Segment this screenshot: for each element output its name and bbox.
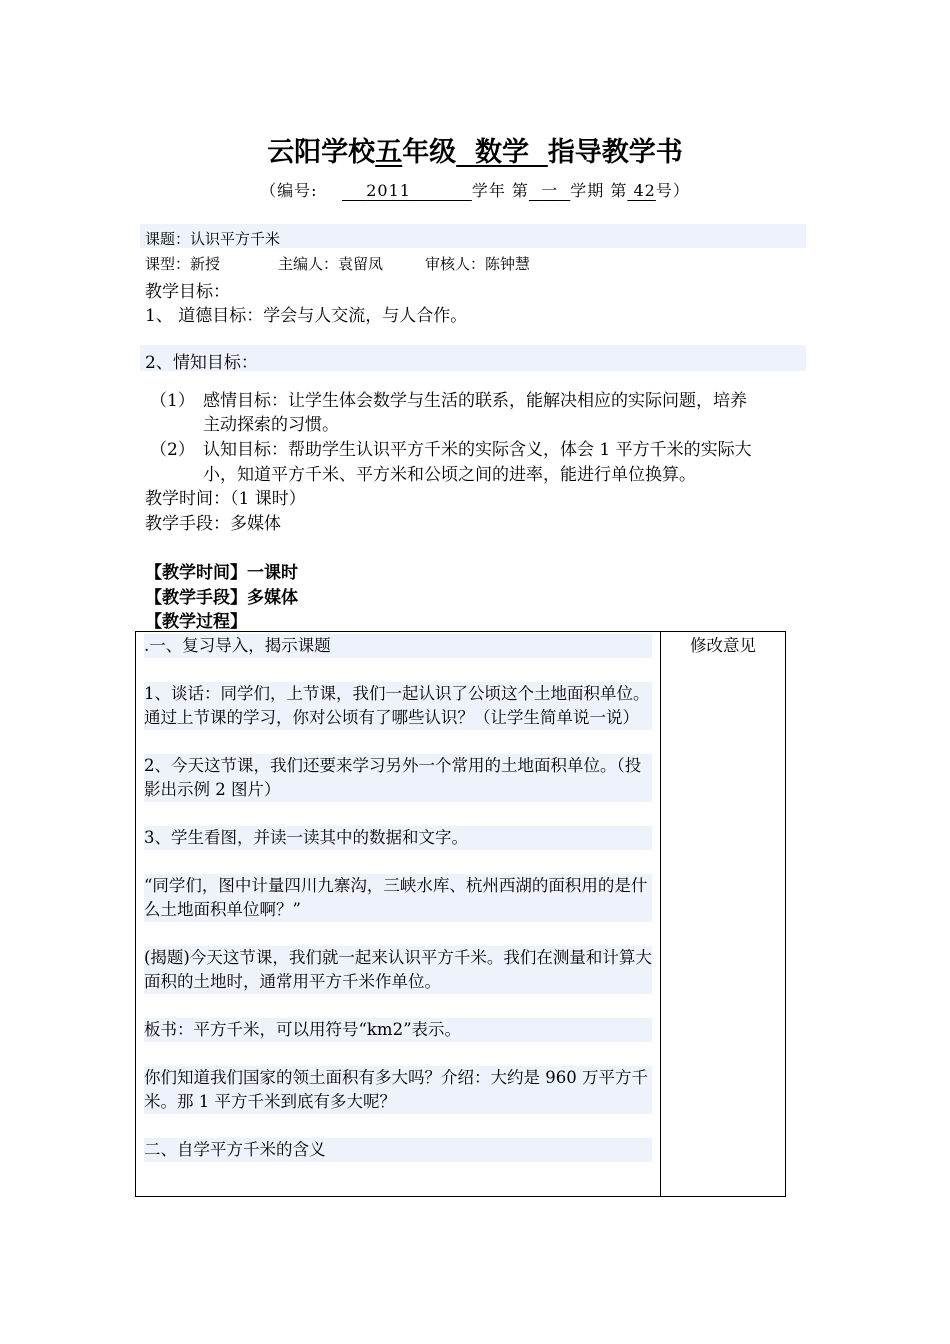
process-paragraph: .一、复习导入，揭示课题 [144, 634, 652, 658]
sub-year-suffix: 学年 第 [471, 181, 529, 200]
process-paragraph: 二、自学平方千米的含义 [144, 1138, 652, 1162]
teaching-time: 教学时间：（1 课时） [145, 489, 306, 509]
goal-item2-line1: 认知目标：帮助学生认识平方千米的实际含义，体会 1 平方千米的实际大 [203, 440, 752, 460]
document-number-line [0, 178, 950, 201]
goals-heading: 教学目标： [145, 282, 230, 302]
goal-moral: 1、 道德目标：学会与人交流，与人合作。 [145, 306, 468, 326]
sub-year: 2011 [366, 181, 411, 200]
process-paragraph: 板书：平方千米，可以用符号“km2”表示。 [144, 1018, 652, 1042]
sub-number: 42 [633, 181, 656, 200]
goal-item1-line1: 感情目标：让学生体会数学与生活的联系，能解决相应的实际问题，培养 [203, 391, 747, 411]
sub-number-suffix: 号） [655, 181, 690, 200]
lesson-editor: 主编人：袁留凤 [278, 255, 384, 273]
sub-term-suffix: 学期 第 [570, 181, 628, 200]
sub-term: 一 [541, 181, 559, 200]
goal-emotion-heading: 2、情知目标： [145, 353, 258, 373]
goal-item1-line2: 主动探索的习惯。 [203, 415, 339, 435]
title-subject: 数学 [475, 137, 529, 168]
process-paragraph: 你们知道我们国家的领土面积有多大吗？介绍：大约是 960 万平方千米。那 1 平方千米到底有多大呢？ [144, 1066, 652, 1114]
process-paragraph: 2、今天这节课，我们还要来学习另外一个常用的土地面积单位。（投影出示例 2 图片） [144, 754, 652, 802]
process-paragraph: “同学们，图中计量四川九寨沟，三峡水库、杭州西湖的面积用的是什么土地面积单位啊？” [144, 874, 652, 922]
goal-item2-number: （2） [150, 440, 195, 460]
sub-prefix: （编号: [260, 181, 318, 200]
lesson-reviewer: 审核人：陈钟慧 [425, 255, 531, 273]
process-paragraph: 3、学生看图，并读一读其中的数据和文字。 [144, 826, 652, 850]
process-content-cell [136, 632, 661, 1197]
bold-teaching-means: 【教学手段】多媒体 [145, 588, 298, 608]
remarks-header: 修改意见 [690, 636, 756, 655]
teaching-means: 教学手段：多媒体 [145, 514, 281, 534]
goal-item1-number: （1） [150, 391, 195, 411]
process-table [135, 631, 786, 1197]
title-school: 云阳学校 [267, 137, 376, 168]
lesson-topic: 课题：认识平方千米 [145, 230, 281, 248]
bold-teaching-process: 【教学过程】 [145, 612, 247, 632]
lesson-type: 课型：新授 [145, 255, 221, 273]
title-grade: 五 [375, 137, 403, 168]
title-tail: 指导教学书 [547, 137, 683, 168]
remarks-cell[interactable] [661, 632, 786, 1197]
bold-teaching-time: 【教学时间】一课时 [145, 563, 298, 583]
process-paragraph: 1、谈话：同学们，上节课，我们一起认识了公顷这个土地面积单位。通过上节课的学习，你对公顷有了哪些认识？（让学生简单说一说） [144, 682, 652, 730]
goal-item2-line2: 小，知道平方千米、平方米和公顷之间的进率，能进行单位换算。 [203, 465, 696, 485]
title-grade-suffix: 年级 [402, 137, 457, 168]
page-title [0, 130, 950, 169]
process-paragraph: (揭题)今天这节课，我们就一起来认识平方千米。我们在测量和计算大面积的土地时，通常用平方千米作单位。 [144, 946, 652, 994]
